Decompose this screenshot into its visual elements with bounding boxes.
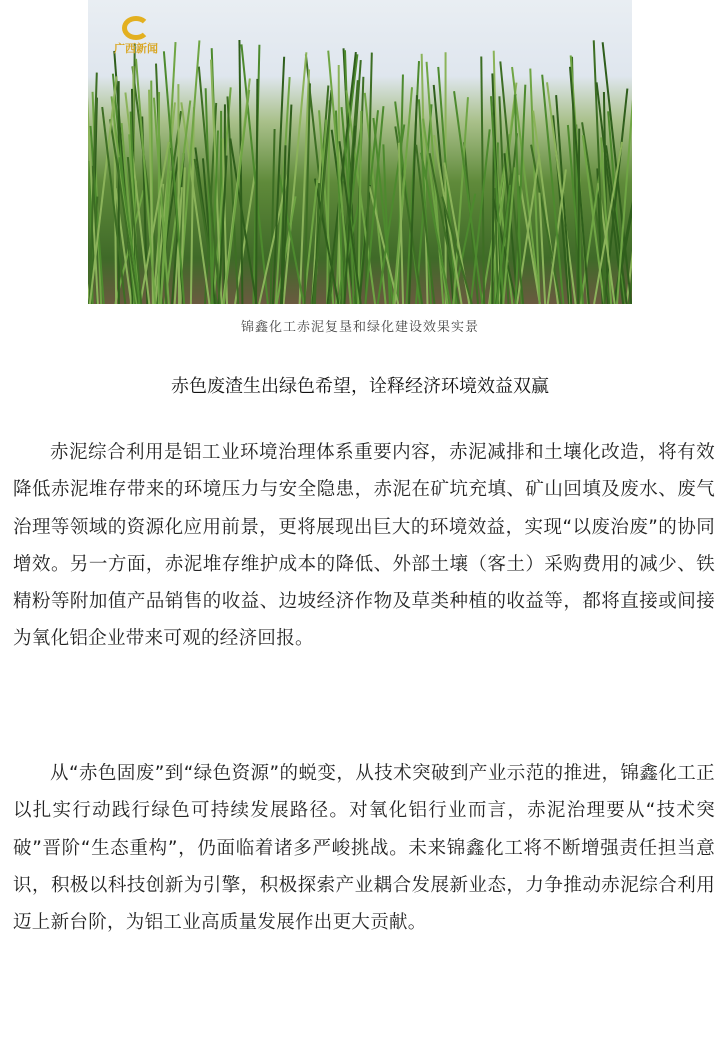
guangxi-news-logo [114,16,158,56]
grass-blade [604,89,627,304]
paragraph-2: 从“赤色固废”到“绿色资源”的蜕变，从技术突破到产业示范的推进，锦鑫化工正以扎实行动践行绿色可持续发展路径。对氧化铝行业而言，赤泥治理要从“技术突破”晋阶“生态重构”，仍面临着诸多严峻挑战。未来锦鑫化工将不断增强责任担当意识，积极以科技创新为引擎，积极探索产业耦合发展新业态，力争推动赤泥综合利用迈上新台阶，为铝工业高质量发展作出更大贡献。 [13,763,715,934]
grass-blade [256,79,257,304]
section-heading: 赤色废渣生出绿色希望，诠释经济环境效益双赢 [171,376,549,397]
grass-illustration [88,0,632,304]
paragraph-1: 赤泥综合利用是铝工业环境治理体系重要内容，赤泥减排和土壤化改造，将有效降低赤泥堆存带来的环境压力与安全隐患，赤泥在矿坑充填、矿山回填及废水、废气治理等领域的资源化应用前景，更将展现出巨大的环境效益，实现“以废治废”的协同增效。另一方面，赤泥堆存维护成本的降低、外部土壤（客土）采购费用的减少、铁精粉等附加值产品销售的收益、边坡经济作物及草类种植的收益等，都将直接或间接为氧化铝企业带来可观的经济回报。 [13,442,715,650]
grass-blade [178,84,179,304]
grass-blade [617,53,632,304]
logo-text: 广西新闻 [114,42,158,55]
logo-mark-icon [122,16,150,40]
grass-field-photo [88,0,632,304]
grass-blade [578,129,579,304]
photo-caption: 锦鑫化工赤泥复垦和绿化建设效果实景 [240,320,479,335]
